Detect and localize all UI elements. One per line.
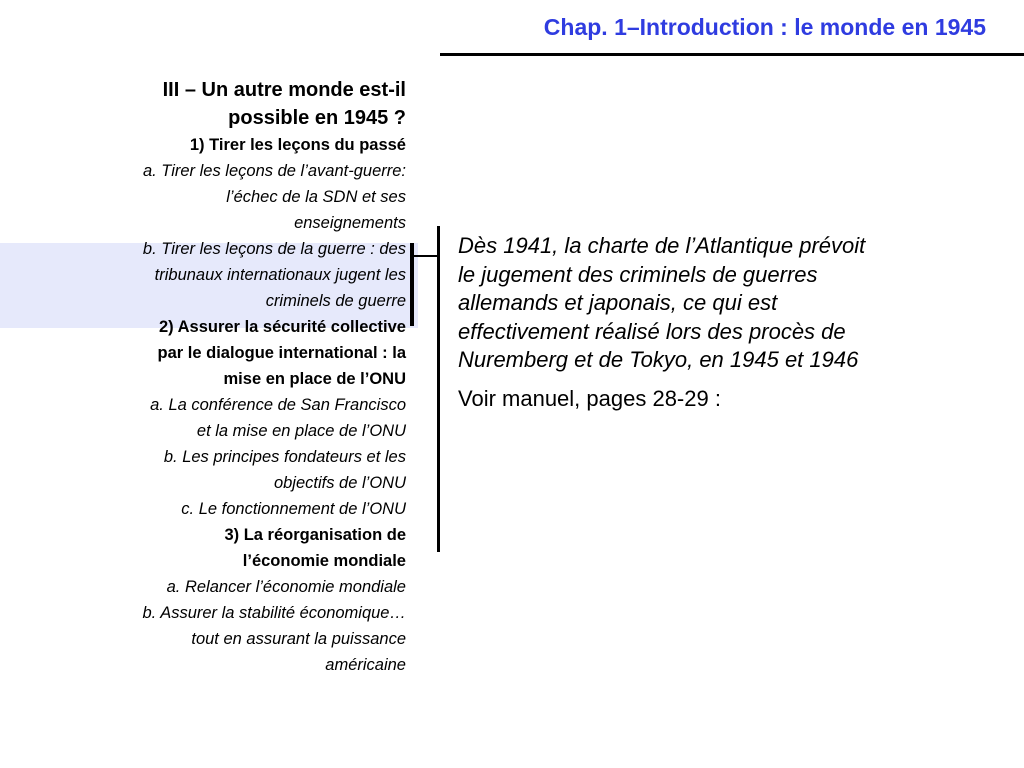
section-2-heading-line-2: par le dialogue international : la [157, 344, 406, 362]
section-1-item-a-line-1: a. Tirer les leçons de l’avant-guerre: [142, 162, 406, 180]
section-3-item-b-line-3: américaine [325, 656, 406, 674]
section-3-item-b-line-2: tout en assurant la puissance [191, 630, 406, 648]
title-rule [440, 53, 1024, 56]
part-heading-line-1: III – Un autre monde est-il [162, 79, 406, 101]
section-1-item-a-line-3: enseignements [294, 214, 406, 232]
paragraph-line-2: le jugement des criminels de guerres [458, 261, 818, 287]
paragraph-line-3: allemands et japonais, ce qui est [458, 290, 778, 315]
part-heading-line-2: possible en 1945 ? [228, 107, 406, 129]
section-3-heading-line-1: 3) La réorganisation de [224, 526, 406, 544]
paragraph-line-4: effectivement réalisé lors des procès de [458, 318, 846, 344]
atlantic-charter-paragraph [458, 232, 998, 375]
section-2-item-b-line-2: objectifs de l’ONU [273, 474, 406, 492]
bracket-vertical [437, 226, 440, 552]
slide-title: Chap. 1–Introduction : le monde en 1945 [543, 14, 986, 40]
section-2-item-b-line-1: b. Les principes fondateurs et les [163, 448, 406, 466]
section-3-item-a: a. Relancer l’économie mondiale [166, 578, 406, 596]
section-1-heading: 1) Tirer les leçons du passé [189, 136, 406, 154]
paragraph-line-1: Dès 1941, la charte de l’Atlantique prévoit [458, 233, 866, 258]
chapter-outline [30, 76, 406, 678]
section-3-heading-line-2: l’économie mondiale [242, 552, 406, 570]
paragraph-line-5: Nuremberg et de Tokyo, en 1945 et 1946 [458, 347, 859, 372]
textbook-reference: Voir manuel, pages 28-29 : [458, 385, 721, 411]
section-2-item-a-line-1: a. La conférence de San Francisco [150, 396, 406, 414]
section-1-item-a-line-2: l’échec de la SDN et ses [226, 188, 406, 206]
section-2-item-a-line-2: et la mise en place de l’ONU [196, 422, 406, 440]
section-2-item-c: c. Le fonctionnement de l’ONU [181, 500, 406, 518]
section-2-heading-line-1: 2) Assurer la sécurité collective [158, 318, 406, 336]
section-1-item-b-line-3: criminels de guerre [265, 292, 406, 310]
section-1-item-b-line-1: b. Tirer les leçons de la guerre : des [142, 240, 406, 258]
content-panel [458, 232, 998, 423]
section-3-item-b-line-1: b. Assurer la stabilité économique… [142, 604, 406, 622]
section-1-item-b-line-2: tribunaux internationaux jugent les [154, 266, 406, 284]
bracket-arm [414, 255, 437, 257]
section-2-heading-line-3: mise en place de l’ONU [223, 370, 406, 388]
